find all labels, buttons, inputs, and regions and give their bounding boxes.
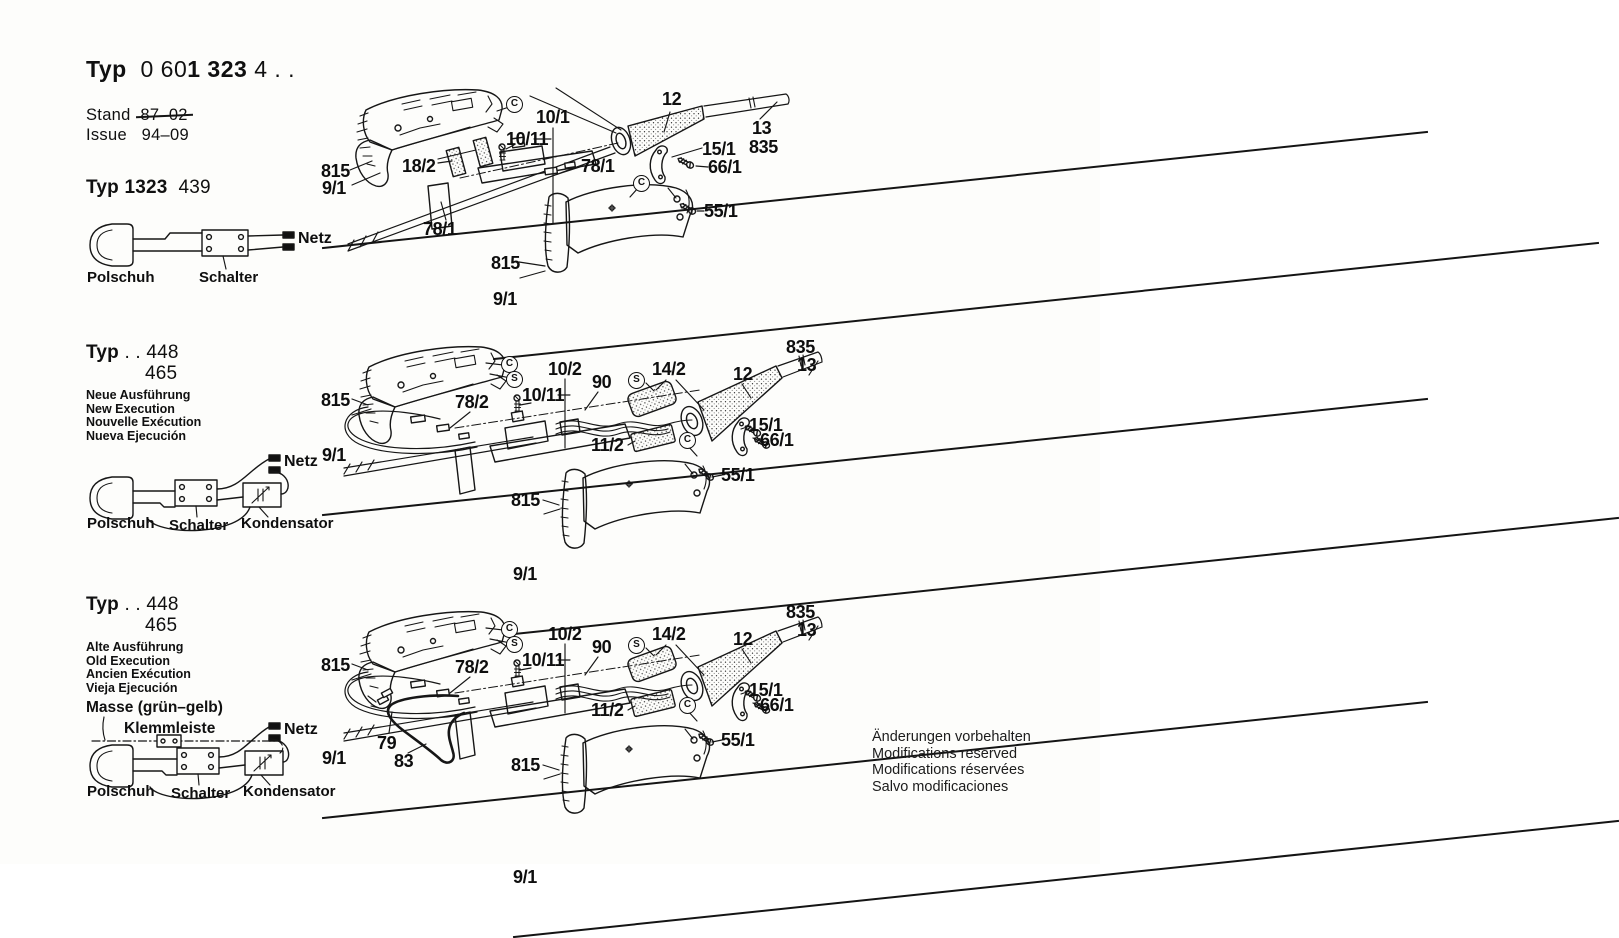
title-part1: 0 60 (140, 56, 188, 82)
document-title (86, 56, 295, 83)
schalter-label-top: Schalter (199, 269, 259, 286)
kondensator-label-middle: Kondensator (241, 515, 334, 532)
typ-num1: 448 (146, 342, 179, 363)
section-bottom-typ (86, 594, 179, 616)
service-symbol-s: S (506, 636, 523, 653)
part-label-66-1: 66/1 (760, 430, 794, 450)
part-label-815: 815 (321, 390, 350, 410)
clamp-symbol-c: C (506, 96, 523, 113)
part-label-13: 13 (797, 620, 817, 640)
exec-line-fr: Nouvelle Exécution (86, 415, 202, 430)
part-label-18-2: 18/2 (402, 156, 436, 176)
title-typ: Typ (86, 56, 127, 82)
section-middle-typ (86, 342, 179, 364)
part-label-78-1: 78/1 (581, 156, 615, 176)
schalter-label-middle: Schalter (169, 517, 229, 534)
service-symbol-s: S (506, 371, 523, 388)
clamp-symbol-c: C (679, 697, 696, 714)
kondensator-label-bottom: Kondensator (243, 783, 336, 800)
section-top-typ (86, 177, 211, 199)
footer-line-es: Salvo modificaciones (872, 778, 1009, 795)
service-symbol-s: S (628, 372, 645, 389)
part-label-10-11: 10/11 (506, 129, 549, 149)
part-label-55-1: 55/1 (704, 201, 738, 221)
netz-label-top: Netz (298, 230, 332, 247)
part-label-12: 12 (733, 364, 753, 384)
part-label-12: 12 (662, 89, 682, 109)
part-label-9-1b-struck: 9/1 (513, 565, 1613, 584)
middle-execution-block (86, 389, 201, 443)
part-label-815: 815 (321, 655, 350, 675)
part-label-11-2: 11/2 (591, 435, 624, 455)
schalter-label-bottom: Schalter (171, 785, 231, 802)
title-part2: 1 323 (187, 56, 248, 82)
title-part3: 4 . . (254, 56, 296, 82)
netz-label-bottom: Netz (284, 721, 318, 738)
part-label-10-2: 10/2 (548, 359, 582, 379)
typ-dots: . . (124, 594, 141, 615)
exec-line-en: New Execution (86, 401, 175, 416)
typ-num1: 448 (146, 594, 179, 615)
polschuh-label-bottom: Polschuh (87, 783, 155, 800)
netz-label-middle: Netz (284, 453, 318, 470)
stand-value: 87–02 (140, 106, 188, 124)
typ-1323-num: 439 (178, 177, 211, 198)
part-label-13: 13 (752, 118, 772, 138)
part-label-9-1-struck: 9/1 (322, 179, 1422, 198)
part-label-83: 83 (394, 751, 414, 771)
masse-label: Masse (grün–gelb) (86, 699, 223, 716)
part-label-835: 835 (786, 602, 815, 622)
part-label-9-1-struck: 9/1 (322, 446, 1422, 465)
typ-dots: . . (124, 342, 141, 363)
exec-line-fr: Ancien Exécution (86, 667, 191, 682)
part-label-55-1: 55/1 (721, 730, 755, 750)
part-label-9-1b-struck: 9/1 (513, 868, 1613, 887)
part-label-79: 79 (377, 733, 397, 753)
service-symbol-s: S (628, 637, 645, 654)
section-middle-num2: 465 (145, 363, 178, 384)
polschuh-label-top: Polschuh (87, 269, 155, 286)
issue-label: Issue (86, 126, 127, 144)
part-label-15-1: 15/1 (702, 139, 736, 159)
exec-line-de: Alte Ausführung (86, 640, 184, 654)
part-label-12: 12 (733, 629, 753, 649)
typ-1323-bold: Typ 1323 (86, 177, 168, 198)
part-label-78-2: 78/2 (455, 392, 489, 412)
part-label-815b: 815 (511, 755, 540, 775)
part-label-815b: 815 (491, 253, 520, 273)
stand-row (86, 106, 188, 125)
part-label-55-1: 55/1 (721, 465, 755, 485)
polschuh-label-middle: Polschuh (87, 515, 155, 532)
section-bottom-num2: 465 (145, 615, 178, 636)
part-label-66-1: 66/1 (708, 157, 742, 177)
part-label-90: 90 (592, 372, 612, 392)
clamp-symbol-c: C (501, 621, 518, 638)
part-label-11-2: 11/2 (591, 700, 624, 720)
issue-row (86, 126, 189, 145)
wiring-schematic-top (90, 224, 294, 269)
part-label-78-1b: 78/1 (423, 219, 457, 239)
part-label-13: 13 (797, 355, 817, 375)
part-label-15-1: 15/1 (749, 680, 783, 700)
part-label-10-2: 10/2 (548, 624, 582, 644)
part-label-10-11: 10/11 (522, 650, 565, 670)
part-label-15-1: 15/1 (749, 415, 783, 435)
part-label-815: 815 (321, 161, 350, 181)
part-label-10-1: 10/1 (536, 107, 570, 127)
modifications-notice (872, 729, 1031, 795)
exec-line-en: Old Execution (86, 653, 171, 668)
part-label-9-1-struck: 9/1 (322, 749, 1422, 768)
exec-line-de: Neue Ausführung (86, 388, 191, 402)
typ-bold: Typ (86, 594, 119, 615)
part-label-90: 90 (592, 637, 612, 657)
clamp-symbol-c: C (501, 356, 518, 373)
clamp-symbol-c: C (679, 432, 696, 449)
bottom-execution-block (86, 641, 191, 695)
footer-line-de: Änderungen vorbehalten (872, 729, 1031, 745)
part-label-66-1: 66/1 (760, 695, 794, 715)
part-label-815b: 815 (511, 490, 540, 510)
footer-line-fr: Modifications réservées (872, 762, 1025, 778)
part-label-14-2: 14/2 (652, 624, 686, 644)
exec-line-es: Nueva Ejecución (86, 428, 187, 443)
part-label-10-11: 10/11 (522, 385, 565, 405)
part-label-78-2: 78/2 (455, 657, 489, 677)
stand-label: Stand (86, 106, 131, 124)
typ-bold: Typ (86, 342, 119, 363)
issue-value: 94–09 (141, 126, 189, 144)
part-label-9-1b-struck: 9/1 (493, 290, 1593, 309)
exec-line-es: Vieja Ejecución (86, 680, 178, 695)
klemmleiste-label: Klemmleiste (124, 720, 216, 737)
part-label-835: 835 (786, 337, 815, 357)
clamp-symbol-c: C (633, 175, 650, 192)
part-label-14-2: 14/2 (652, 359, 686, 379)
part-label-835: 835 (749, 137, 778, 157)
footer-line-en: Modifications reserved (872, 745, 1018, 762)
